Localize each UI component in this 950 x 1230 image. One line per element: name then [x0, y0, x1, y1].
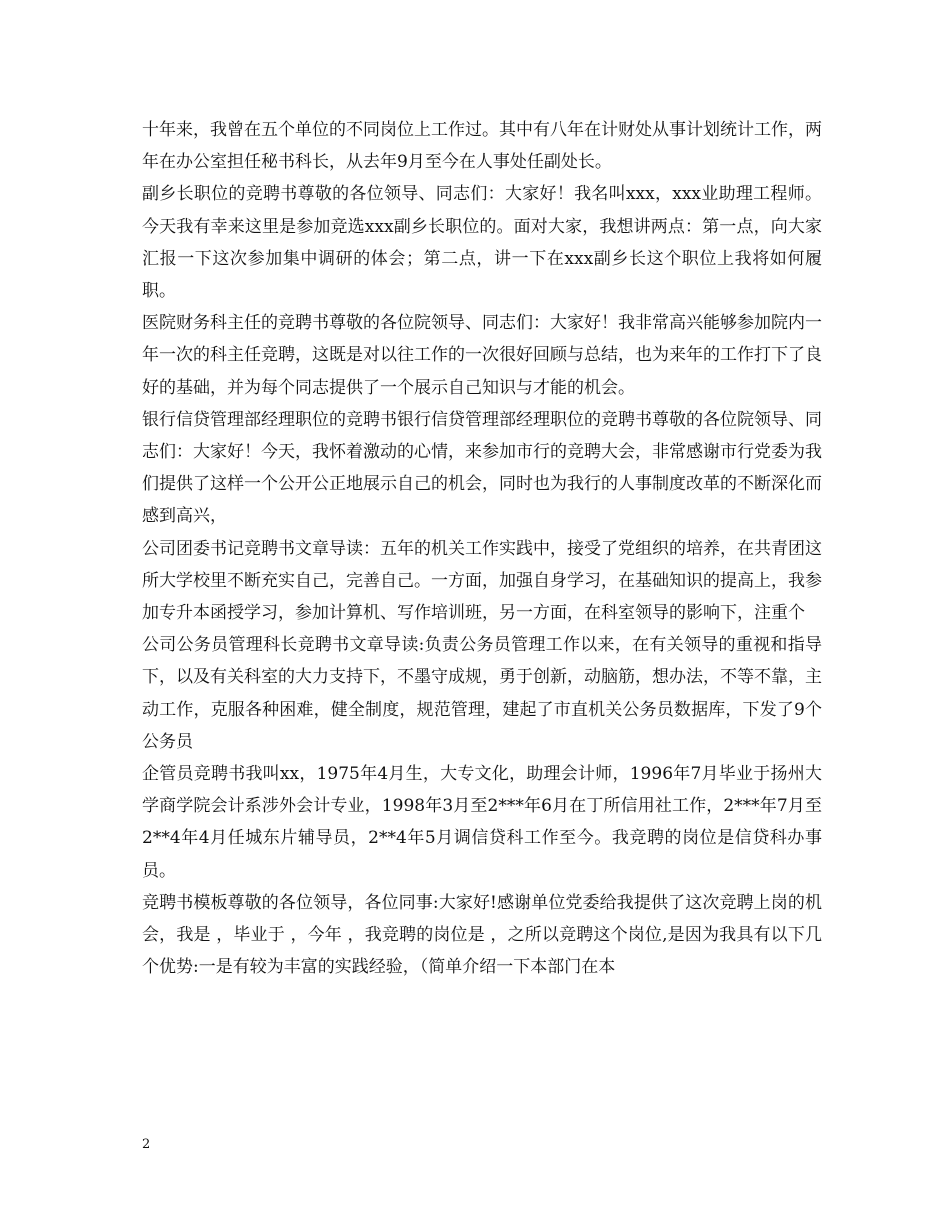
paragraph: 公司公务员管理科长竞聘书文章导读:负责公务员管理工作以来，在有关领导的重视和指导下，以及有关科室的大力支持下，不墨守成规，勇于创新，动脑筋，想办法，不等不靠，主动工作，克服各种困难，健全制度，规范管理，建起了市直机关公务员数据库，下发了9个公务员 [142, 635, 822, 752]
paragraph: 银行信贷管理部经理职位的竞聘书银行信贷管理部经理职位的竞聘书尊敬的各位院领导、同志们：大家好！今天，我怀着激动的心情，来参加市行的竞聘大会，非常感谢市行党委为我们提供了这样一个公开公正地展示自己的机会，同时也为我行的人事制度改革的不断深化而感到高兴， [142, 409, 822, 527]
paragraph: 副乡长职位的竞聘书尊敬的各位领导、同志们：大家好！我名叫xxx，xxx业助理工程师。今天我有幸来这里是参加竞选xxx副乡长职位的。面对大家，我想讲两点：第一点，向大家汇报一下这次参加集中调研的体会；第二点，讲一下在xxx副乡长这个职位上我将如何履职。 [142, 184, 822, 302]
paragraph: 十年来，我曾在五个单位的不同岗位上工作过。其中有八年在计财处从事计划统计工作，两年在办公室担任秘书科长，从去年9月至今在人事处任副处长。 [142, 120, 822, 173]
paragraph: 公司团委书记竞聘书文章导读：五年的机关工作实践中，接受了党组织的培养，在共青团这所大学校里不断充实自己，完善自己。一方面，加强自身学习，在基础知识的提高上，我参加专升本函授学习，参加计算机、写作培训班，另一方面，在科室领导的影响下，注重个 [142, 538, 822, 624]
paragraph: 医院财务科主任的竞聘书尊敬的各位院领导、同志们：大家好！我非常高兴能够参加院内一年一次的科主任竞聘，这既是对以往工作的一次很好回顾与总结，也为来年的工作打下了良好的基础，并为每个同志提供了一个展示自己知识与才能的机会。 [142, 313, 822, 398]
paragraph: 企管员竞聘书我叫xx，1975年4月生，大专文化，助理会计师，1996年7月毕业于扬州大学商学院会计系涉外会计专业，1998年3月至2***年6月在丁所信用社工作，2***年7月至2**4年4月任城东片辅导员，2**4年5月调信贷科工作至今。我竞聘的岗位是信贷科办事员。 [142, 764, 822, 881]
page-number: 2 [142, 1137, 151, 1152]
paragraph: 竞聘书模板尊敬的各位领导，各位同事:大家好!感谢单位党委给我提供了这次竞聘上岗的机会，我是 ，毕业于 ，今年 ，我竞聘的岗位是 ，之所以竞聘这个岗位,是因为我具有以下几个优势:一是有较为丰富的实践经验，（简单介绍一下本部门在本 [142, 892, 822, 978]
document-body [142, 114, 822, 983]
